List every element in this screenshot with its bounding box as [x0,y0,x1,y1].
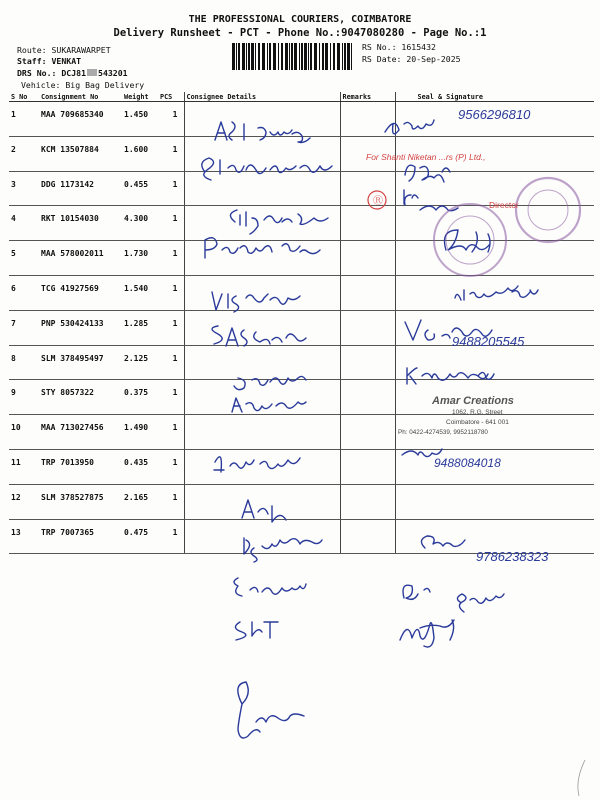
row-seal-signature [395,484,594,519]
row-sno: 10 [9,415,39,450]
barcode-bar [269,43,271,70]
barcode-bar [281,43,283,70]
row-weight: 1.450 [122,102,158,137]
vehicle: Vehicle: Big Bag Delivery [21,80,145,90]
row-pcs: 1 [158,310,184,345]
runsheet-subtitle: Delivery Runsheet - PCT - Phone No.:9047080280 - Page No.:1 [113,27,487,39]
row-consignee-details [184,171,340,206]
row-weight: 2.165 [122,484,158,519]
barcode-bar [342,43,343,70]
row-pcs: 1 [158,345,184,380]
row-sno: 4 [9,206,39,241]
table-row [9,206,594,241]
drs-number: DRS No.: DCJ81 543201 [17,68,128,78]
row-consignee-details [184,310,340,345]
row-weight: 0.435 [122,449,158,484]
row-weight: 0.455 [122,171,158,206]
row-pcs: 1 [158,449,184,484]
row-weight: 4.300 [122,206,158,241]
amar-stamp-address: 1062, R.G. Street [452,409,503,416]
row-remarks [340,519,395,554]
barcode-bar [301,43,303,70]
table-header [9,92,594,102]
barcode-bar [255,43,256,70]
row-remarks [340,415,395,450]
barcode-bar [238,43,240,70]
row-pcs: 1 [158,484,184,519]
col-remarks: Remarks [340,92,395,102]
barcode-bar [344,43,346,70]
row-remarks [340,449,395,484]
barcode-bar [232,43,235,70]
barcode-bar [291,43,293,70]
row-consignment-no: KCM 13507884 [39,136,122,171]
row-seal-signature [395,275,594,310]
barcode-bar [310,43,312,70]
staff: Staff: VENKAT [17,56,82,66]
row-consignee-details [184,484,340,519]
row-sno: 12 [9,484,39,519]
amar-stamp-name: Amar Creations [432,395,514,407]
row-consignee-details [184,345,340,380]
row-pcs: 1 [158,241,184,276]
row-consignee-details [184,519,340,554]
barcode-bar [314,43,317,70]
col-seal: Seal & Signature [395,92,594,102]
company-stamp-text: For Shanti Niketan ...rs (P) Ltd., [366,152,486,162]
row-sno: 8 [9,345,39,380]
table-row [9,484,594,519]
row-pcs: 1 [158,415,184,450]
row-pcs: 1 [158,171,184,206]
row-sno: 3 [9,171,39,206]
red-seal-icon: Ⓡ [373,196,383,207]
row-consignee-details [184,449,340,484]
barcode-bar [242,43,245,70]
row-weight: 0.375 [122,380,158,415]
barcode-bar [289,43,290,70]
barcode-bar [304,43,307,70]
director-stamp-text: Director [489,200,519,210]
row-consignment-no: MAA 578002011 [39,241,122,276]
table-row [9,136,594,171]
row-consignment-no: STY 8057322 [39,380,122,415]
runsheet-table [9,92,594,554]
barcode-bar [258,43,260,70]
row-remarks [340,275,395,310]
barcode-bar [267,43,268,70]
table-row [9,241,594,276]
row-consignee-details [184,380,340,415]
row-seal-signature [395,206,594,241]
barcode-bar [322,43,324,70]
row-consignee-details [184,102,340,137]
handwritten-phone-6: 9488205545 [452,334,525,349]
row-sno: 7 [9,310,39,345]
row-consignment-no: TRP 7007365 [39,519,122,554]
row-seal-signature [395,241,594,276]
row-pcs: 1 [158,206,184,241]
amar-stamp-phone: Ph: 0422-4274539, 9952118780 [398,429,488,436]
barcode-bar [319,43,320,70]
row-sno: 2 [9,136,39,171]
row-weight: 1.285 [122,310,158,345]
row-consignee-details [184,275,340,310]
barcode [232,43,356,70]
barcode-bar [333,43,335,70]
handwritten-phone-11: 9786238323 [476,549,549,564]
handwritten-phone-1: 9566296810 [458,107,531,122]
barcode-bar [246,43,247,70]
barcode-bar [262,43,265,70]
col-sno: S No [9,92,39,102]
barcode-bar [236,43,237,70]
barcode-bar [248,43,250,70]
barcode-bar [299,43,300,70]
row-consignment-no: TRP 7013950 [39,449,122,484]
barcode-bar [308,43,309,70]
row-pcs: 1 [158,275,184,310]
row-consignee-details [184,241,340,276]
row-consignee-details [184,206,340,241]
row-weight: 1.540 [122,275,158,310]
row-remarks [340,310,395,345]
barcode-bar [285,43,288,70]
row-weight: 1.730 [122,241,158,276]
row-consignee-details [184,415,340,450]
row-seal-signature [395,345,594,380]
row-pcs: 1 [158,380,184,415]
barcode-bar [337,43,340,70]
rs-number: RS No.: 1615432 [362,42,436,52]
barcode-bar [347,43,350,70]
row-sno: 1 [9,102,39,137]
barcode-bar [351,43,352,70]
row-remarks [340,241,395,276]
col-pcs: PCS [158,92,184,102]
row-consignment-no: TCG 41927569 [39,275,122,310]
row-sno: 13 [9,519,39,554]
row-sno: 6 [9,275,39,310]
col-consignee: Consignee Details [184,92,340,102]
row-remarks [340,171,395,206]
row-remarks [340,484,395,519]
amar-stamp-city: Coimbatore - 641 001 [446,419,509,426]
row-remarks [340,102,395,137]
handwritten-phone-9: 9488084018 [434,456,501,470]
route: Route: SUKARAWARPET [17,45,111,55]
table-row [9,275,594,310]
row-consignment-no: MAA 709685340 [39,102,122,137]
rs-date: RS Date: 20-Sep-2025 [362,54,461,64]
barcode-bar [251,43,254,70]
row-sno: 5 [9,241,39,276]
row-weight: 0.475 [122,519,158,554]
row-consignment-no: PNP 530424133 [39,310,122,345]
row-sno: 11 [9,449,39,484]
row-consignment-no: SLM 378527875 [39,484,122,519]
row-remarks [340,345,395,380]
row-remarks [340,206,395,241]
barcode-bar [330,43,331,70]
row-pcs: 1 [158,519,184,554]
row-pcs: 1 [158,136,184,171]
barcode-bar [294,43,297,70]
row-pcs: 1 [158,102,184,137]
barcode-bar [273,43,276,70]
row-consignee-details [184,136,340,171]
table-row [9,345,594,380]
row-consignment-no: SLM 378495497 [39,345,122,380]
row-consignment-no: RKT 10154030 [39,206,122,241]
row-weight: 1.490 [122,415,158,450]
row-weight: 1.600 [122,136,158,171]
barcode-bar [325,43,328,70]
row-consignment-no: DDG 1173142 [39,171,122,206]
company-title: THE PROFESSIONAL COURIERS, COIMBATORE [188,14,412,25]
col-weight: Weight [122,92,158,102]
row-consignment-no: MAA 713027456 [39,415,122,450]
table-row [9,449,594,484]
row-sno: 9 [9,380,39,415]
col-consignment: Consignment No [39,92,122,102]
row-remarks [340,380,395,415]
barcode-bar [278,43,279,70]
row-weight: 2.125 [122,345,158,380]
